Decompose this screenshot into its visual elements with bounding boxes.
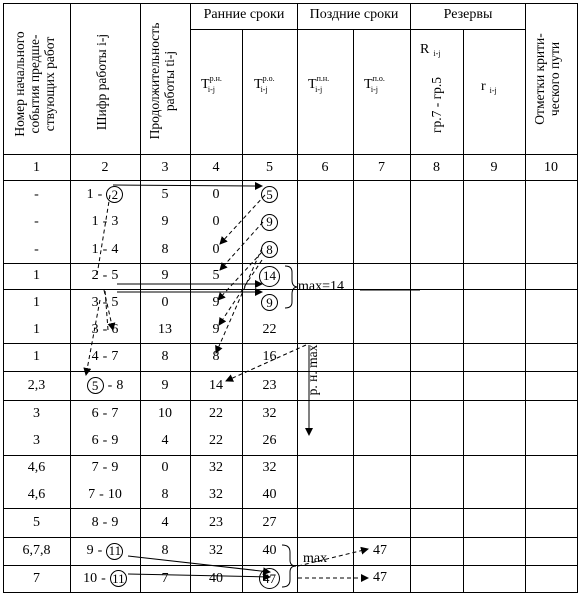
work-code-start: 2 [91,268,99,283]
work-code-start: 10 [83,570,98,586]
header-col2: Шифр работы i-j [94,33,109,131]
early-finish-value: 40 [262,486,277,502]
work-code-start: 5 [87,377,104,394]
early-finish-value: 22 [262,321,277,337]
late-finish-cell [353,371,410,400]
early-finish-value: 23 [262,377,277,393]
prev-event-cell: 3 [33,433,40,448]
work-code-dash: - [102,241,108,257]
header-r-big-formula: гр.7 - гр.5 [429,76,444,134]
work-code-cell [70,455,140,481]
reserve-r-big-cell [410,208,463,236]
work-code-end: 11 [106,543,123,560]
work-code-end: 9 [111,514,119,530]
early-finish-value: 27 [262,514,277,530]
work-code-end: 8 [116,377,124,393]
annotation-max-14: max=14 [298,279,344,294]
critical-mark-cell [525,343,577,371]
reserve-r-small-cell [463,537,525,565]
early-finish-cell [242,263,297,289]
reserve-r-big-cell [410,481,463,508]
work-code-cell [70,343,140,371]
header-reserves: Резервы [443,7,493,22]
work-code-end: 4 [111,241,119,257]
duration-cell: 0 [161,294,169,310]
early-start-cell: 32 [209,543,223,558]
column-number-8: 8 [433,159,440,175]
reserve-r-small-cell [463,316,525,343]
reserve-r-small-cell [463,455,525,481]
early-start-cell: 0 [212,241,220,257]
reserve-r-big-cell [410,263,463,289]
reserve-r-small-cell [463,508,525,537]
header-subdivider [190,29,525,30]
early-finish-cell [242,181,297,208]
work-code-cell [70,537,140,565]
reserve-r-big-cell [410,289,463,316]
annotation-rn-max: р. н. max [305,344,320,396]
critical-mark-cell [525,481,577,508]
work-code-end: 9 [111,460,119,475]
work-code-cell [70,371,140,400]
prev-event-cell: 3 [33,405,40,421]
work-code-start: 1 [91,214,99,229]
work-code-cell [70,400,140,427]
reserve-r-small-cell [463,181,525,208]
early-start-cell: 32 [209,486,223,502]
column-number-7: 7 [378,159,385,175]
reserve-r-small-cell [463,481,525,508]
work-code-end: 5 [111,294,119,310]
early-finish-value: 32 [262,405,277,421]
header-t-late-finish: $T^{п.о.}_{i-j}$ [364,74,385,94]
early-start-cell: 9 [212,321,220,337]
header-t-early-finish: $T^{р.о.}_{i-j}$ [254,74,275,94]
work-code-dash: - [102,514,108,530]
reserve-r-big-cell [410,236,463,263]
late-start-cell [297,455,353,481]
late-finish-cell [353,455,410,481]
reserve-r-big-cell [410,565,463,592]
reserve-r-small-cell [463,343,525,371]
work-code-start: 1 [86,186,94,202]
reserve-r-big-cell [410,427,463,455]
late-finish-cell [353,263,410,289]
column-number-2: 2 [101,159,109,175]
work-code-start: 8 [91,514,99,530]
reserve-r-small-cell [463,289,525,316]
reserve-r-small-cell [463,400,525,427]
prev-event-cell: 1 [33,294,40,310]
duration-cell: 4 [161,514,169,530]
annotation-47-a: 47 [373,543,387,558]
work-code-start: 3 [91,294,99,310]
early-start-cell: 0 [212,214,220,229]
early-finish-cell [242,236,297,263]
prev-event-cell: 7 [33,570,40,586]
late-finish-cell [353,316,410,343]
work-code-start: 4 [91,349,99,364]
work-code-dash: - [102,321,108,337]
work-code-dash: - [99,486,104,502]
prev-event-cell: - [34,186,39,202]
annotation-47-b: 47 [373,570,387,585]
early-finish-cell [242,481,297,508]
work-code-dash: - [101,570,106,586]
work-code-dash: - [102,214,108,229]
early-start-cell: 23 [209,514,223,530]
prev-event-cell: 1 [33,349,40,364]
work-code-dash: - [102,433,108,448]
duration-cell: 9 [161,214,169,229]
column-number-6: 6 [321,159,329,175]
work-code-start: 1 [91,241,99,257]
work-code-start: 9 [86,543,94,558]
duration-cell: 7 [161,570,169,586]
late-finish-cell [353,343,410,371]
prev-event-cell: 4,6 [27,486,46,502]
duration-cell: 8 [161,486,169,502]
early-finish-cell [242,371,297,400]
table-top-border [3,3,577,4]
work-code-cell [70,263,140,289]
duration-cell: 0 [161,460,169,475]
early-start-cell: 22 [209,405,223,421]
work-code-dash: - [107,377,113,393]
late-finish-cell [353,400,410,427]
critical-mark-cell [525,371,577,400]
work-code-start: 7 [91,460,99,475]
work-code-end: 5 [111,268,119,283]
early-start-cell: 40 [209,570,223,586]
work-code-dash: - [97,186,103,202]
reserve-r-small-cell [463,236,525,263]
critical-mark-cell [525,316,577,343]
early-finish-cell [242,208,297,236]
late-finish-cell [353,481,410,508]
work-code-start: 6 [91,433,99,448]
critical-mark-cell [525,236,577,263]
critical-mark-cell [525,508,577,537]
column-number-3: 3 [161,159,169,175]
reserve-r-big-cell [410,537,463,565]
reserve-r-small-cell [463,263,525,289]
critical-mark-cell [525,455,577,481]
late-finish-cell [353,236,410,263]
work-code-cell [70,208,140,236]
work-code-start: 6 [91,405,99,421]
critical-mark-cell [525,289,577,316]
work-code-cell [70,181,140,208]
reserve-r-big-cell [410,181,463,208]
late-start-cell [297,181,353,208]
reserve-r-big-cell [410,508,463,537]
early-finish-value: 40 [262,543,277,558]
duration-cell: 5 [161,186,169,202]
header-r-big: R $_{i-j}$ [420,42,441,58]
column-number-5: 5 [266,159,273,175]
late-start-cell [297,427,353,455]
work-code-end: 7 [111,405,119,421]
work-code-end: 3 [111,214,119,229]
early-start-cell: 5 [212,268,220,283]
work-code-end: 7 [111,349,119,364]
reserve-r-small-cell [463,427,525,455]
prev-event-cell: 4,6 [27,460,46,475]
early-finish-value: 5 [261,186,278,203]
annotation-max-47: max [303,551,328,566]
reserve-r-big-cell [410,343,463,371]
prev-event-cell: 1 [33,268,40,283]
reserve-r-big-cell [410,371,463,400]
work-code-dash: - [102,349,108,364]
header-t-late-start: $T^{п.н.}_{i-j}$ [308,74,330,94]
critical-mark-cell [525,263,577,289]
critical-mark-cell [525,181,577,208]
early-start-cell: 14 [209,377,223,393]
work-code-dash: - [102,460,108,475]
prev-event-cell: 6,7,8 [22,543,51,558]
early-start-cell: 0 [212,186,220,202]
work-code-start: 3 [91,321,99,337]
critical-mark-cell [525,208,577,236]
work-code-dash: - [102,405,108,421]
column-number-9: 9 [490,159,498,175]
reserve-r-small-cell [463,565,525,592]
reserve-r-big-cell [410,316,463,343]
early-finish-value: 9 [261,214,278,231]
header-col3: Продолжительность работы ti-j [147,22,177,140]
work-code-cell [70,316,140,343]
work-code-cell [70,508,140,537]
early-finish-cell [242,343,297,371]
early-finish-cell [242,565,297,592]
late-finish-cell [353,427,410,455]
critical-mark-cell [525,565,577,592]
work-code-cell [70,427,140,455]
work-code-cell [70,481,140,508]
header-t-early-start: $T^{р.н.}_{i-j}$ [201,74,222,94]
reserve-r-small-cell [463,371,525,400]
header-r-small: r $_{i-j}$ [481,79,497,95]
late-finish-cell [353,181,410,208]
header-early-dates: Ранние сроки [203,7,285,22]
early-finish-cell [242,289,297,316]
work-code-cell [70,236,140,263]
prev-event-cell: - [34,214,39,229]
vline-10 [577,3,578,593]
work-code-end: 10 [107,486,122,502]
duration-cell: 8 [161,543,169,558]
late-start-cell [297,236,353,263]
duration-cell: 9 [161,268,169,283]
column-number-10: 10 [544,159,558,175]
critical-mark-cell [525,400,577,427]
early-start-cell: 32 [209,460,223,475]
header-col10: Отметки крити- ческого пути [532,33,562,125]
early-finish-value: 14 [259,266,280,287]
prev-event-cell: 1 [33,321,40,337]
early-finish-value: 26 [262,433,277,448]
header-col1: Номер начального события предше- ствующих работ [12,31,57,137]
reserve-r-small-cell [463,208,525,236]
work-code-end: 2 [106,186,123,203]
early-finish-cell [242,316,297,343]
early-finish-cell [242,400,297,427]
work-code-end: 9 [111,433,119,448]
header-late-dates: Поздние сроки [309,7,399,22]
work-code-end: 11 [110,570,127,587]
duration-cell: 13 [158,321,172,337]
work-code-dash: - [102,294,108,310]
reserve-r-big-cell [410,455,463,481]
critical-mark-cell [525,427,577,455]
work-code-dash: - [97,543,103,558]
early-start-cell: 8 [212,349,220,364]
early-finish-value: 32 [262,460,277,475]
prev-event-cell: 2,3 [27,377,46,393]
duration-cell: 8 [161,241,169,257]
early-finish-value: 8 [261,241,278,258]
late-start-cell [297,208,353,236]
prev-event-cell: - [34,241,39,257]
early-finish-cell [242,537,297,565]
work-code-start: 7 [88,486,96,502]
late-finish-cell [353,208,410,236]
early-finish-value: 47 [259,568,280,589]
duration-cell: 9 [161,377,169,393]
prev-event-cell: 5 [33,514,40,530]
early-finish-value: 16 [262,349,277,364]
column-number-1: 1 [33,159,40,175]
early-finish-cell [242,455,297,481]
table-bottom-border [3,592,577,593]
late-finish-cell [353,289,410,316]
critical-mark-cell [525,537,577,565]
early-start-cell: 9 [212,294,220,310]
column-number-4: 4 [212,159,220,175]
late-start-cell [297,565,353,592]
late-start-cell [297,481,353,508]
work-code-cell [70,289,140,316]
late-finish-cell [353,508,410,537]
duration-cell: 10 [158,405,172,421]
early-start-cell: 22 [209,433,223,448]
work-code-dash: - [102,268,108,283]
reserve-r-big-cell [410,400,463,427]
duration-cell: 4 [161,433,169,448]
early-finish-cell [242,427,297,455]
work-code-cell [70,565,140,592]
late-start-cell [297,508,353,537]
early-finish-cell [242,508,297,537]
early-finish-value: 9 [261,294,278,311]
duration-cell: 8 [161,349,169,364]
work-code-end: 6 [111,321,119,337]
